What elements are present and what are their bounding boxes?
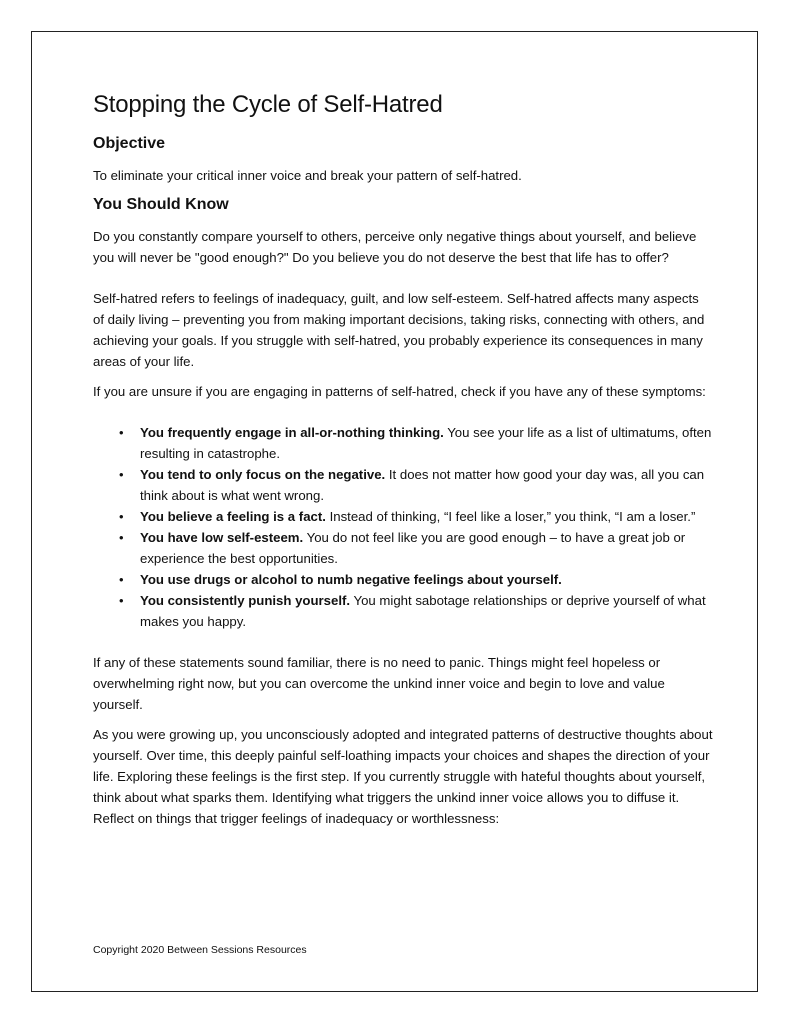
symptom-title: You consistently punish yourself. bbox=[140, 593, 351, 608]
list-item bbox=[119, 422, 713, 464]
bullet-icon: • bbox=[119, 530, 124, 545]
symptom-title: You tend to only focus on the negative. bbox=[140, 467, 386, 482]
bullet-icon: • bbox=[119, 572, 124, 587]
list-item bbox=[119, 569, 713, 590]
symptom-title: You have low self-esteem. bbox=[140, 530, 304, 545]
paragraph-definition: Self-hatred refers to feelings of inadequacy, guilt, and low self-esteem. Self-hatred affects many aspects of daily living – preventing you from making important decisions, taking risks, connecting with others, and achieving your goals. If you struggle with self-hatred, you probably experience its consequences in many areas of your life. bbox=[93, 291, 705, 369]
bullet-icon: • bbox=[119, 467, 124, 482]
symptom-title: You use drugs or alcohol to numb negative feelings about yourself. bbox=[140, 572, 562, 587]
symptom-title: You believe a feeling is a fact. bbox=[140, 509, 326, 524]
copyright-footer: Copyright 2020 Between Sessions Resources bbox=[93, 944, 307, 956]
symptom-detail: You do not feel like you are good enough – to have a great job or experience the best opportunities. bbox=[140, 530, 686, 566]
symptom-detail: You see your life as a list of ultimatums, often resulting in catastrophe. bbox=[140, 425, 712, 461]
symptom-title: You frequently engage in all-or-nothing thinking. bbox=[140, 425, 444, 440]
objective-text: To eliminate your critical inner voice and break your pattern of self-hatred. bbox=[93, 168, 522, 183]
paragraph-check: If you are unsure if you are engaging in patterns of self-hatred, check if you have any of these symptoms: bbox=[93, 384, 706, 399]
list-item bbox=[119, 464, 713, 506]
symptom-detail: You might sabotage relationships or deprive yourself of what makes you happy. bbox=[140, 593, 706, 629]
symptom-detail: It does not matter how good your day was, all you can think about is what went wrong. bbox=[140, 467, 705, 503]
objective-heading: Objective bbox=[93, 135, 166, 152]
bullet-icon: • bbox=[119, 425, 124, 440]
document-body bbox=[93, 91, 713, 829]
paragraph-intro: Do you constantly compare yourself to others, perceive only negative things about yourself, and believe you will never be "good enough?" Do you believe you do not deserve the best that life has to offer? bbox=[93, 229, 697, 265]
list-item bbox=[119, 590, 713, 632]
paragraph-origins: As you were growing up, you unconsciously adopted and integrated patterns of destructive thoughts about yourself. Over time, this deeply painful self-loathing impacts your choices and shapes the direction of your life. Exploring these feelings is the first step. If you currently struggle with hateful thoughts about yourself, think about what sparks them. Identifying what triggers the unkind inner voice allows you to diffuse it. Reflect on things that trigger feelings of inadequacy or worthlessness: bbox=[93, 727, 713, 826]
symptom-list bbox=[93, 422, 713, 632]
symptom-detail: Instead of thinking, “I feel like a loser,” you think, “I am a loser.” bbox=[325, 509, 696, 524]
paragraph-reassurance: If any of these statements sound familiar, there is no need to panic. Things might feel hopeless or overwhelming right now, but you can overcome the unkind inner voice and begin to love and value yourself. bbox=[93, 655, 665, 712]
should-know-heading: You Should Know bbox=[93, 196, 229, 213]
list-item bbox=[119, 506, 713, 527]
bullet-icon: • bbox=[119, 509, 124, 524]
page-title: Stopping the Cycle of Self-Hatred bbox=[93, 91, 443, 118]
bullet-icon: • bbox=[119, 593, 124, 608]
list-item bbox=[119, 527, 713, 569]
